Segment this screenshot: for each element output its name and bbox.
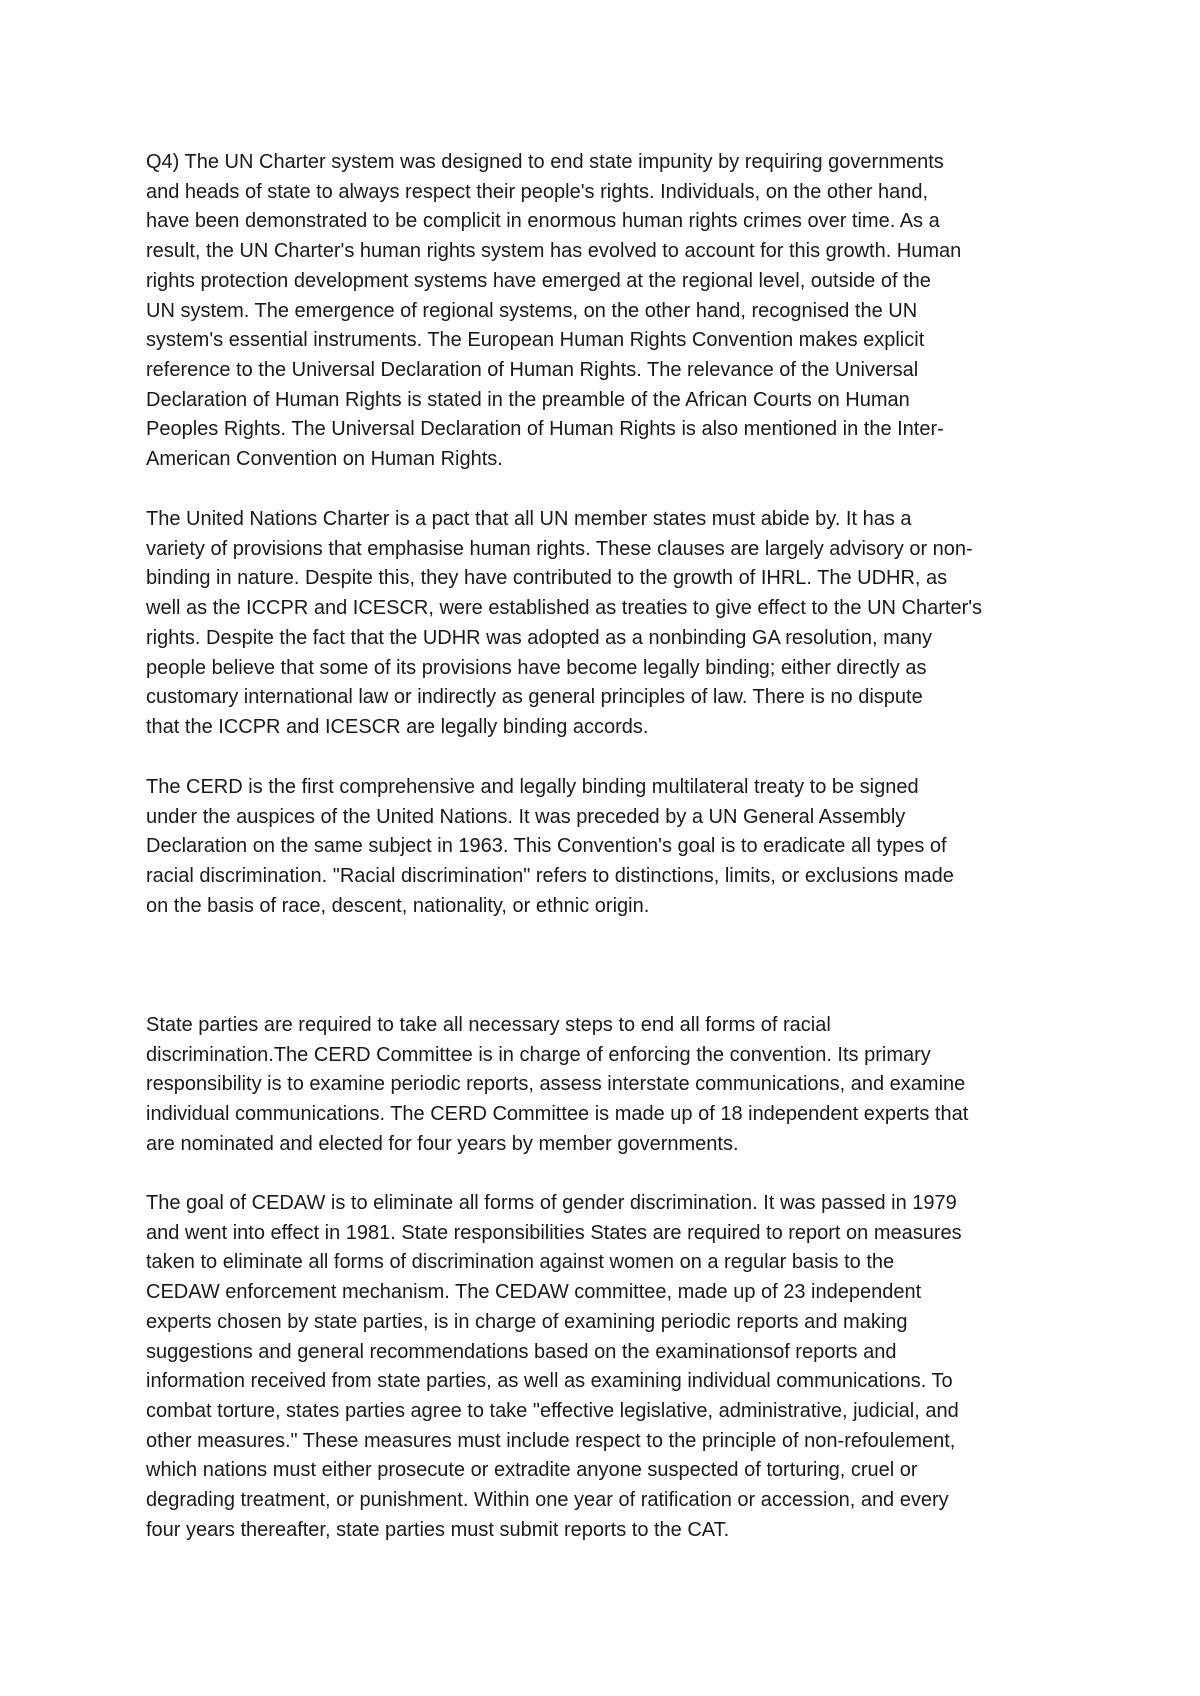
text-line: well as the ICCPR and ICESCR, were established as treaties to give effect to the UN Charter's (146, 597, 983, 620)
text-line: customary international law or indirectly as general principles of law. There is no dispute (146, 686, 923, 709)
text-line: Declaration of Human Rights is stated in the preamble of the African Courts on Human (146, 388, 910, 411)
paragraph-un-charter-system (146, 148, 1066, 475)
text-line: The United Nations Charter is a pact that all UN member states must abide by. It has a (146, 508, 912, 530)
text-line: variety of provisions that emphasise human rights. These clauses are largely advisory or non- (146, 537, 973, 560)
text-line: under the auspices of the United Nations. It was preceded by a UN General Assembly (146, 805, 906, 828)
text-line: The CERD is the first comprehensive and legally binding multilateral treaty to be signed (146, 776, 919, 798)
text-line: individual communications. The CERD Committee is made up of 18 independent experts that (146, 1103, 969, 1126)
text-line: reference to the Universal Declaration of Human Rights. The relevance of the Universal (146, 358, 919, 381)
text-line: that the ICCPR and ICESCR are legally binding accords. (146, 715, 649, 738)
text-line: four years thereafter, state parties must submit reports to the CAT. (146, 1518, 730, 1541)
text-line: racial discrimination. "Racial discrimination" refers to distinctions, limits, or exclusions made (146, 865, 954, 888)
text-line: Declaration on the same subject in 1963. This Convention's goal is to eradicate all types of (146, 835, 947, 858)
paragraph-cerd-intro (146, 773, 1066, 922)
text-line: degrading treatment, or punishment. Within one year of ratification or accession, and every (146, 1489, 949, 1512)
text-line: American Convention on Human Rights. (146, 448, 503, 471)
paragraph-cerd-committee (146, 1011, 1066, 1160)
text-line: taken to eliminate all forms of discrimination against women on a regular basis to the (146, 1251, 895, 1274)
text-line: CEDAW enforcement mechanism. The CEDAW committee, made up of 23 independent (146, 1281, 922, 1304)
text-line: Peoples Rights. The Universal Declaration of Human Rights is also mentioned in the Inter- (146, 418, 944, 441)
text-line: UN system. The emergence of regional systems, on the other hand, recognised the UN (146, 299, 918, 322)
text-line: rights. Despite the fact that the UDHR was adopted as a nonbinding GA resolution, many (146, 626, 932, 649)
text-line: binding in nature. Despite this, they have contributed to the growth of IHRL. The UDHR, as (146, 567, 948, 590)
text-line: which nations must either prosecute or extradite anyone suspected of torturing, cruel or (146, 1459, 918, 1482)
text-line: people believe that some of its provisions have become legally binding; either directly as (146, 656, 927, 679)
text-line: other measures." These measures must include respect to the principle of non-refoulement, (146, 1429, 956, 1452)
text-line: State parties are required to take all necessary steps to end all forms of racial (146, 1014, 831, 1036)
text-line: The goal of CEDAW is to eliminate all forms of gender discrimination. It was passed in 1979 (146, 1192, 957, 1214)
text-line: rights protection development systems have emerged at the regional level, outside of the (146, 269, 931, 292)
text-line: Q4) The UN Charter system was designed to end state impunity by requiring governments (146, 151, 944, 173)
paragraph-cedaw-cat (146, 1189, 1066, 1545)
text-line: experts chosen by state parties, is in charge of examining periodic reports and making (146, 1310, 908, 1333)
text-line: are nominated and elected for four years by member governments. (146, 1132, 739, 1155)
paragraph-un-charter-pact (146, 505, 1066, 743)
text-line: responsibility is to examine periodic reports, assess interstate communications, and examine (146, 1073, 966, 1096)
text-line: result, the UN Charter's human rights system has evolved to account for this growth. Human (146, 240, 962, 263)
text-line: information received from state parties, as well as examining individual communications. To (146, 1370, 953, 1393)
text-line: have been demonstrated to be complicit in enormous human rights crimes over time. As a (146, 210, 940, 233)
text-line: suggestions and general recommendations based on the examinationsof reports and (146, 1340, 897, 1363)
text-line: discrimination.The CERD Committee is in charge of enforcing the convention. Its primary (146, 1043, 931, 1066)
text-line: on the basis of race, descent, nationality, or ethnic origin. (146, 894, 650, 917)
text-line: and heads of state to always respect their people's rights. Individuals, on the other hand, (146, 180, 929, 203)
text-line: system's essential instruments. The European Human Rights Convention makes explicit (146, 329, 925, 352)
text-line: combat torture, states parties agree to take "effective legislative, administrative, judicial, and (146, 1399, 959, 1422)
text-line: and went into effect in 1981. State responsibilities States are required to report on measures (146, 1221, 962, 1244)
